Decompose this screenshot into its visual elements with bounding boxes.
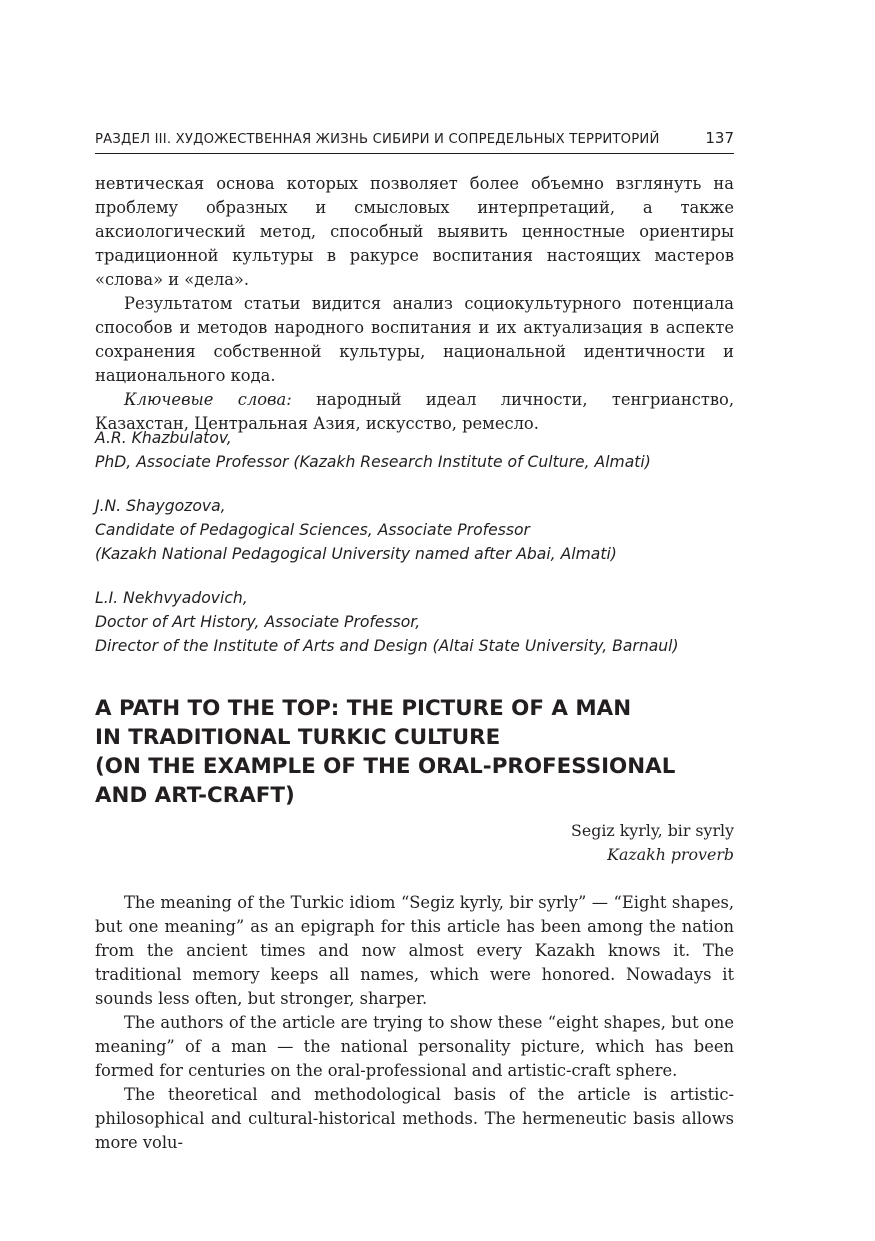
article-body [95,891,734,1155]
author-affiliation: PhD, Associate Professor (Kazakh Research Institute of Culture, Almati) [95,453,651,471]
author-name: A.R. Khazbulatov, [95,429,232,447]
russian-paragraph-2: Результатом статьи видится анализ социокультурного потенциала способов и методов народного воспитания и их актуализация в аспекте сохранения собственной культуры, национальной идентичности и национального кода. [95,294,734,385]
epigraph-source: Kazakh proverb [607,845,734,864]
epigraph [571,819,734,867]
body-paragraph-1: The meaning of the Turkic idiom “Segiz kyrly, bir syrly” — “Eight shapes, but one meaning” as an epigraph for this article has been among the nation from the ancient times and now almost every Kazakh knows it. The traditional memory keeps all names, which were honored. Nowadays it sounds less often, but stronger, sharper. [95,893,734,1008]
page-number: 137 [705,129,734,147]
author-entry [95,494,734,566]
author-entry [95,586,734,658]
author-affiliation: Doctor of Art History, Associate Professor, [95,613,421,631]
author-affiliation: (Kazakh National Pedagogical University named after Abai, Almati) [95,545,617,563]
russian-abstract [95,172,734,436]
title-line: (ON THE EXAMPLE OF THE ORAL-PROFESSIONAL [95,754,676,779]
epigraph-quote: Segiz kyrly, bir syrly [571,821,734,840]
title-line: IN TRADITIONAL TURKIC CULTURE [95,725,501,750]
author-list [95,426,734,658]
author-affiliation: Candidate of Pedagogical Sciences, Associate Professor [95,521,530,539]
section-title: РАЗДЕЛ III. ХУДОЖЕСТВЕННАЯ ЖИЗНЬ СИБИРИ И СОПРЕДЕЛЬНЫХ ТЕРРИТОРИЙ [95,132,660,147]
keywords-label: Ключевые слова: [124,390,292,409]
author-entry [95,426,734,474]
author-affiliation: Director of the Institute of Arts and Design (Altai State University, Barnaul) [95,637,679,655]
running-header [95,127,734,154]
keywords-text: народный идеал личности, тенгрианство, Казахстан, Центральная Азия, искусство, ремесло. [95,390,734,433]
russian-paragraph-1: невтическая основа которых позволяет более объемно взглянуть на проблему образных и смысловых интерпретаций, а также аксиологический метод, способный выявить ценностные ориентиры традиционной культуры в ракурсе воспитания настоящих мастеров «слова» и «дела». [95,174,734,289]
body-paragraph-2: The authors of the article are trying to show these “eight shapes, but one meaning” of a man — the national personality picture, which has been formed for centuries on the oral-professional and artistic-craft sphere. [95,1013,734,1080]
article-title [95,694,734,810]
title-line: AND ART-CRAFT) [95,783,295,808]
title-line: A PATH TO THE TOP: THE PICTURE OF A MAN [95,696,632,721]
body-paragraph-3: The theoretical and methodological basis of the article is artistic-philosophical and cultural-historical methods. The hermeneutic basis allows more volu- [95,1085,734,1152]
author-name: L.I. Nekhvyadovich, [95,589,248,607]
author-name: J.N. Shaygozova, [95,497,226,515]
